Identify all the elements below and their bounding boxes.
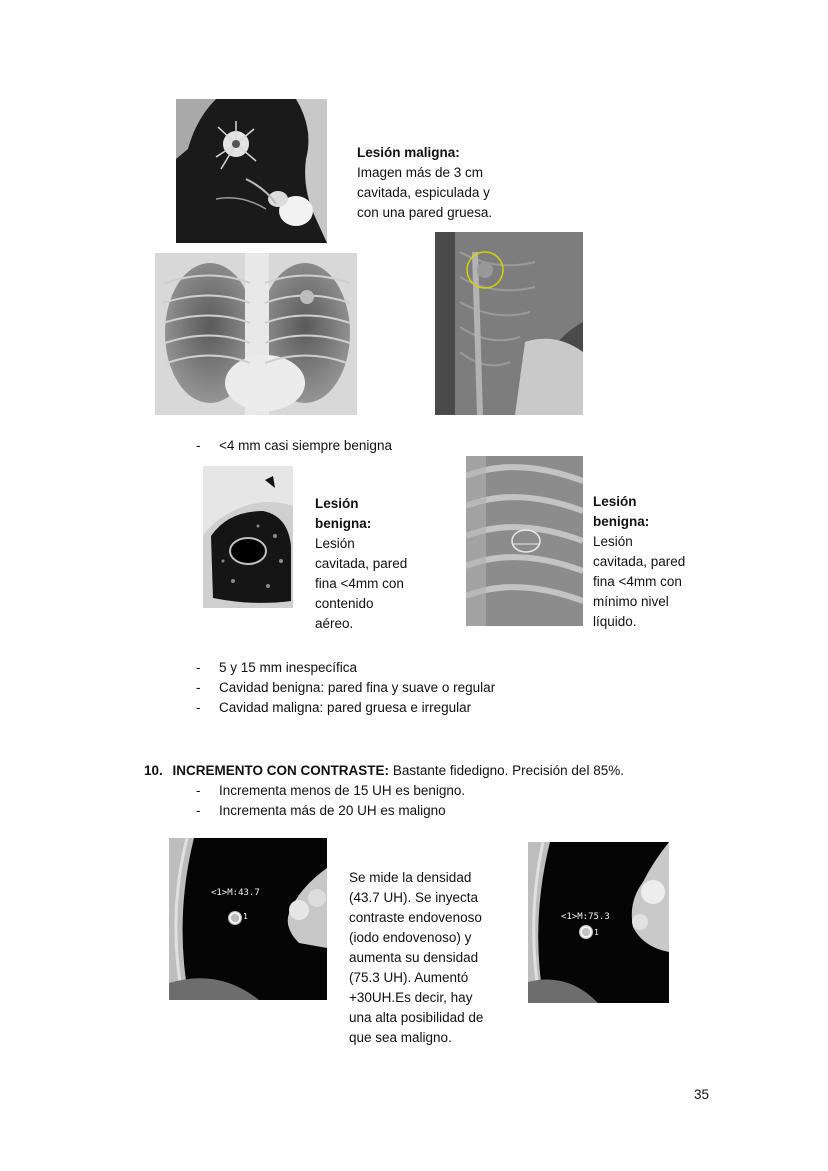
density-label-before: <1>M:43.7 <box>211 888 260 898</box>
figure3-title: Lesión benigna: <box>593 494 650 529</box>
section10-title: INCREMENTO CON CONTRASTE: <box>172 763 390 778</box>
figure2-caption <box>315 474 445 654</box>
list-dash: - <box>196 660 201 675</box>
figure1-title: Lesión maligna: <box>357 145 460 160</box>
figure2-body: Lesión cavitada, pared fina <4mm con contenido aéreo. <box>315 536 408 631</box>
page-number: 35 <box>694 1087 710 1102</box>
ct-malignant-lesion-image <box>176 99 327 243</box>
list-dash: - <box>196 783 201 798</box>
density-label-after: <1>M:75.3 <box>561 912 610 922</box>
roi-marker-before: 1 <box>243 912 248 921</box>
figure1-caption <box>357 123 537 243</box>
list-dash: - <box>196 700 201 715</box>
section10-text: Bastante fidedigno. Precisión del 85%. <box>389 763 624 778</box>
figure2-title: Lesión benigna: <box>315 496 372 531</box>
list-dash: - <box>196 438 201 453</box>
figure3-body: Lesión cavitada, pared fina <4mm con mínimo nivel líquido. <box>593 534 686 629</box>
roi-marker-after: 1 <box>594 928 599 937</box>
section10-number: 10. <box>144 763 163 778</box>
ct-before-contrast-image <box>169 838 327 1000</box>
chest-xray-pa-image <box>155 253 357 415</box>
figure4-body: Se mide la densidad (43.7 UH). Se inyecta contraste endovenoso (iodo endovenoso) y aumenta su densidad (75.3 UH). Aumentó +30UH.Es decir, hay una alta posibilidad de que sea maligno. <box>349 870 484 1045</box>
list-item-text: <4 mm casi siempre benigna <box>219 438 392 453</box>
list-dash: - <box>196 680 201 695</box>
list-item-text: Cavidad benigna: pared fina y suave o regular <box>219 680 496 695</box>
xray-benign-cavity-image <box>466 456 583 626</box>
ct-after-contrast-image <box>528 842 669 1003</box>
lateral-xray-image <box>435 232 583 415</box>
list-item-text: 5 y 15 mm inespecífica <box>219 660 358 675</box>
ct-benign-cavity-image <box>203 466 293 608</box>
figure1-body: Imagen más de 3 cm cavitada, espiculada y con una pared gruesa. <box>357 165 493 220</box>
figure4-caption <box>349 848 519 1068</box>
list-item-text: Incrementa menos de 15 UH es benigno. <box>219 783 466 798</box>
section10-heading <box>144 761 764 781</box>
list-item-text: Incrementa más de 20 UH es maligno <box>219 803 446 818</box>
list-item-text: Cavidad maligna: pared gruesa e irregular <box>219 700 472 715</box>
list-dash: - <box>196 803 201 818</box>
figure3-caption <box>593 472 723 652</box>
